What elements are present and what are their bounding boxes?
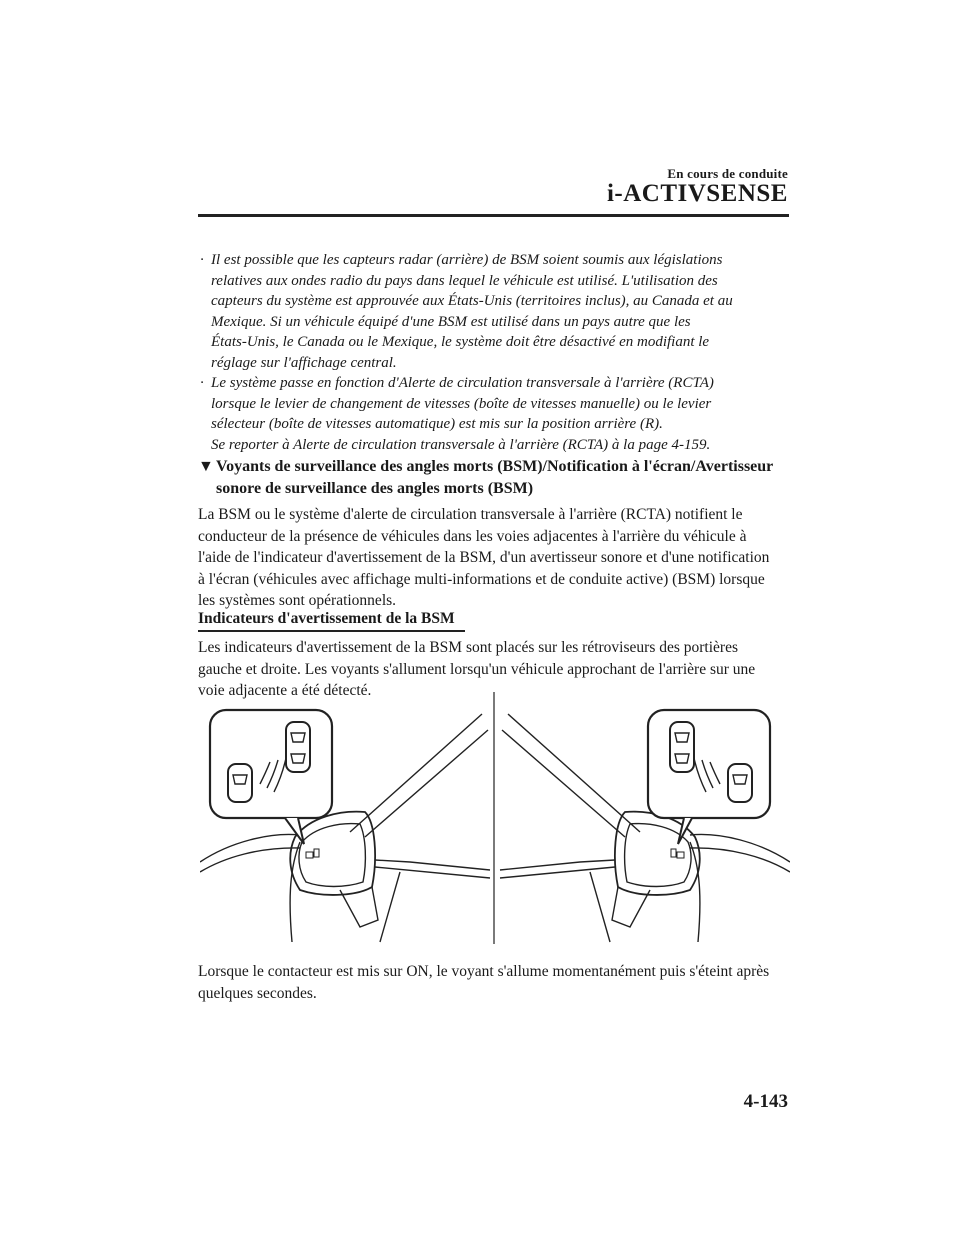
note-line: relatives aux ondes radio du pays dans lequel le véhicule est utilisé. L'utilisation des <box>211 272 718 289</box>
header-title: i-ACTIVSENSE <box>606 180 788 207</box>
note-item-1 <box>200 250 790 373</box>
paragraph-line: La BSM ou le système d'alerte de circulation transversale à l'arrière (RCTA) notifient le <box>198 506 743 523</box>
page-number: 4-143 <box>743 1091 788 1112</box>
note-line: États-Unis, le Canada ou le Mexique, le système doit être désactivé en modifiant le <box>211 334 710 350</box>
paragraph-line: Lorsque le contacteur est mis sur ON, le voyant s'allume momentanément puis s'éteint après <box>198 963 770 980</box>
paragraph-line: à l'écran (véhicules avec affichage multi-informations et de conduite active) (BSM) lorsque <box>198 570 765 588</box>
paragraph-startup <box>198 961 798 1004</box>
note-line: Se reporter à Alerte de circulation transversale à l'arrière (RCTA) à la page 4-159. <box>211 436 711 453</box>
paragraph-line: voie adjacente a été détecté. <box>198 682 372 699</box>
section-heading <box>198 456 798 500</box>
paragraph-line: quelques secondes. <box>198 984 317 1002</box>
bullet: · <box>200 375 204 391</box>
paragraph-line: l'aide de l'indicateur d'avertissement de la BSM, d'un avertisseur sonore et d'une notification <box>198 549 770 566</box>
note-line: sélecteur (boîte de vitesses automatique) est mis sur la position arrière (R). <box>211 416 663 432</box>
section-heading-line: sonore de surveillance des angles morts (BSM) <box>216 480 534 497</box>
header-rule <box>198 214 789 217</box>
bullet: · <box>200 252 204 268</box>
note-line: capteurs du système est approuvée aux États-Unis (territoires inclus), au Canada et au <box>211 293 733 309</box>
note-line: réglage sur l'affichage central. <box>211 354 397 371</box>
note-line: lorsque le levier de changement de vitesses (boîte de vitesses manuelle) ou le levier <box>211 395 712 412</box>
mirror-illustration <box>200 692 790 947</box>
note-line: Mexique. Si un véhicule équipé d'une BSM est utilisé dans un pays autre que les <box>211 313 691 330</box>
paragraph-bsm-intro <box>198 504 798 612</box>
note-line: Le système passe en fonction d'Alerte de circulation transversale à l'arrière (RCTA) <box>211 375 714 391</box>
paragraph-line: gauche et droite. Les voyants s'allument lorsqu'un véhicule approchant de l'arrière sur une <box>198 660 756 678</box>
paragraph-line: Les indicateurs d'avertissement de la BSM sont placés sur les rétroviseurs des portières <box>198 639 738 656</box>
paragraph-line: conducteur de la présence de véhicules dans les voies adjacentes à l'arrière du véhicule à <box>198 527 747 545</box>
section-heading-line: Voyants de surveillance des angles morts (BSM)/Notification à l'écran/Avertisseur <box>216 458 774 475</box>
subheading-underline <box>198 630 465 632</box>
paragraph-line: les systèmes sont opérationnels. <box>198 592 397 609</box>
header-section-label: En cours de conduite <box>667 166 788 181</box>
subheading: Indicateurs d'avertissement de la BSM <box>198 610 455 627</box>
section-marker-icon: ▼ <box>198 458 214 475</box>
note-item-2 <box>200 373 790 455</box>
note-line: Il est possible que les capteurs radar (arrière) de BSM soient soumis aux législations <box>211 252 723 268</box>
